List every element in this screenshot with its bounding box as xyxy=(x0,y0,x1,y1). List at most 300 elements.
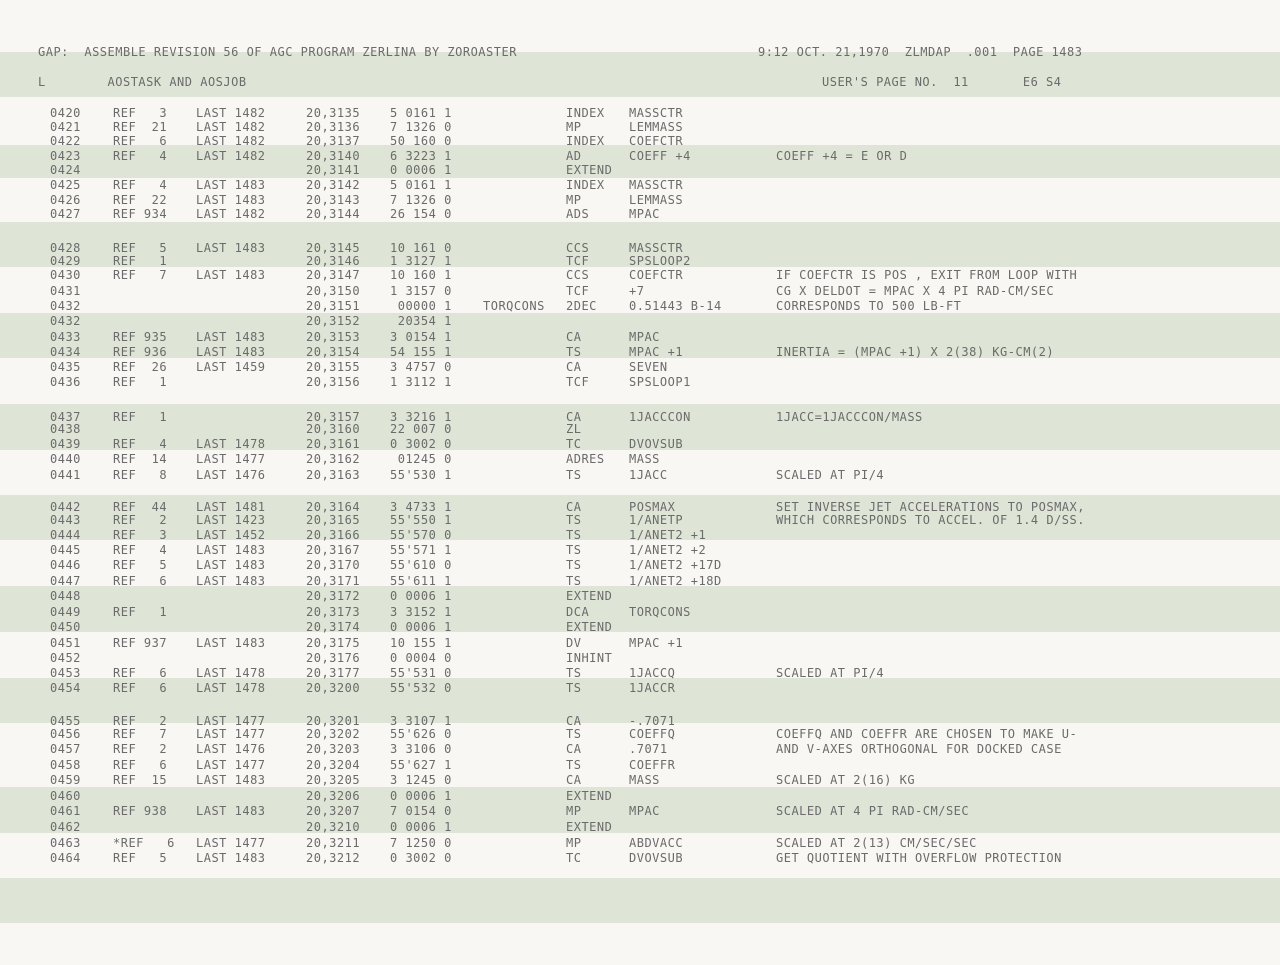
line-number: 0452 xyxy=(50,651,81,665)
line-number: 0459 xyxy=(50,773,81,787)
comment: COEFF +4 = E OR D xyxy=(776,149,908,163)
listing-row xyxy=(0,836,1280,851)
address: 20,3144 xyxy=(306,207,361,221)
listing-row xyxy=(0,437,1280,452)
ref-count: REF 1 xyxy=(113,605,168,619)
listing-row xyxy=(0,375,1280,390)
line-number: 0431 xyxy=(50,284,81,298)
ref-count: REF 15 xyxy=(113,773,168,787)
operand: COEFFR xyxy=(629,758,676,772)
address: 20,3156 xyxy=(306,375,361,389)
octal-word: 55'571 1 xyxy=(390,543,452,557)
octal-word: 7 1250 0 xyxy=(390,836,452,850)
listing-row xyxy=(0,773,1280,788)
octal-word: 3 3106 0 xyxy=(390,742,452,756)
octal-word: 3 3216 1 xyxy=(390,410,452,424)
comment: SCALED AT PI/4 xyxy=(776,666,885,680)
opcode: AD xyxy=(566,149,582,163)
listing-row xyxy=(0,178,1280,193)
opcode: MP xyxy=(566,193,582,207)
line-number: 0434 xyxy=(50,345,81,359)
last-ref: LAST 1483 xyxy=(196,574,266,588)
address: 20,3155 xyxy=(306,360,361,374)
opcode: DCA xyxy=(566,605,590,619)
listing-row xyxy=(0,681,1280,696)
line-number: 0444 xyxy=(50,528,81,542)
listing-row xyxy=(0,345,1280,360)
octal-word: 26 154 0 xyxy=(390,207,452,221)
ref-count: REF 14 xyxy=(113,452,168,466)
octal-word: 7 0154 0 xyxy=(390,804,452,818)
listing-row xyxy=(0,468,1280,483)
operand: 1/ANET2 +18D xyxy=(629,574,722,588)
opcode: CA xyxy=(566,500,582,514)
comment: SET INVERSE JET ACCELERATIONS TO POSMAX, xyxy=(776,500,1085,514)
octal-word: 00000 1 xyxy=(390,299,452,313)
address: 20,3147 xyxy=(306,268,361,282)
opcode: INDEX xyxy=(566,106,605,120)
octal-word: 0 0006 1 xyxy=(390,589,452,603)
ref-count: REF 6 xyxy=(113,758,168,772)
line-number: 0453 xyxy=(50,666,81,680)
operand: ABDVACC xyxy=(629,836,684,850)
octal-word: 0 0006 1 xyxy=(390,620,452,634)
listing-row xyxy=(0,528,1280,543)
opcode: CCS xyxy=(566,268,590,282)
address: 20,3207 xyxy=(306,804,361,818)
listing-row xyxy=(0,636,1280,651)
line-number: 0461 xyxy=(50,804,81,818)
octal-word: 55'570 0 xyxy=(390,528,452,542)
opcode: TS xyxy=(566,468,582,482)
octal-word: 22 007 0 xyxy=(390,422,452,436)
operand: 1JACC xyxy=(629,468,668,482)
octal-word: 1 3157 0 xyxy=(390,284,452,298)
operand: DVOVSUB xyxy=(629,851,684,865)
listing-row xyxy=(0,207,1280,222)
operand: MPAC xyxy=(629,804,660,818)
ref-count: REF 4 xyxy=(113,178,168,192)
address: 20,3146 xyxy=(306,254,361,268)
octal-word: 0 0004 0 xyxy=(390,651,452,665)
last-ref: LAST 1477 xyxy=(196,758,266,772)
address: 20,3205 xyxy=(306,773,361,787)
opcode: TS xyxy=(566,513,582,527)
listing-row xyxy=(0,330,1280,345)
octal-word: 3 3152 1 xyxy=(390,605,452,619)
ref-count: REF 934 xyxy=(113,207,168,221)
address: 20,3153 xyxy=(306,330,361,344)
last-ref: LAST 1483 xyxy=(196,193,266,207)
line-number: 0445 xyxy=(50,543,81,557)
line-number: 0449 xyxy=(50,605,81,619)
opcode: MP xyxy=(566,804,582,818)
operand: COEFCTR xyxy=(629,268,684,282)
opcode: ADS xyxy=(566,207,590,221)
line-number: 0424 xyxy=(50,163,81,177)
operand: 1/ANETP xyxy=(629,513,684,527)
opcode: CA xyxy=(566,714,582,728)
comment: IF COEFCTR IS POS , EXIT FROM LOOP WITH xyxy=(776,268,1078,282)
ref-count: REF 937 xyxy=(113,636,168,650)
ref-count: REF 2 xyxy=(113,742,168,756)
opcode: CA xyxy=(566,360,582,374)
listing-row xyxy=(0,254,1280,269)
octal-word: 5 0161 1 xyxy=(390,106,452,120)
octal-word: 55'611 1 xyxy=(390,574,452,588)
octal-word: 5 0161 1 xyxy=(390,178,452,192)
last-ref: LAST 1483 xyxy=(196,241,266,255)
listing-row xyxy=(0,558,1280,573)
line-number: 0433 xyxy=(50,330,81,344)
octal-word: 1 3127 1 xyxy=(390,254,452,268)
ref-count: REF 1 xyxy=(113,254,168,268)
address: 20,3200 xyxy=(306,681,361,695)
operand: MPAC +1 xyxy=(629,345,684,359)
operand: COEFFQ xyxy=(629,727,676,741)
ref-count: REF 6 xyxy=(113,134,168,148)
operand: -.7071 xyxy=(629,714,676,728)
octal-word: 10 155 1 xyxy=(390,636,452,650)
address: 20,3210 xyxy=(306,820,361,834)
operand: COEFF +4 xyxy=(629,149,691,163)
line-number: 0454 xyxy=(50,681,81,695)
last-ref: LAST 1482 xyxy=(196,120,266,134)
opcode: CA xyxy=(566,742,582,756)
line-number: 0462 xyxy=(50,820,81,834)
address: 20,3135 xyxy=(306,106,361,120)
octal-word: 55'530 1 xyxy=(390,468,452,482)
operand: MPAC +1 xyxy=(629,636,684,650)
octal-word: 55'626 0 xyxy=(390,727,452,741)
ref-count: REF 1 xyxy=(113,375,168,389)
address: 20,3201 xyxy=(306,714,361,728)
octal-word: 0 0006 1 xyxy=(390,820,452,834)
page-header-left: GAP: ASSEMBLE REVISION 56 OF AGC PROGRAM ZERLINA BY ZOROASTER xyxy=(38,45,517,59)
line-number: 0428 xyxy=(50,241,81,255)
listing-row xyxy=(0,193,1280,208)
opcode: CA xyxy=(566,330,582,344)
listing-row xyxy=(0,820,1280,835)
operand: MASS xyxy=(629,452,660,466)
ref-count: REF 936 xyxy=(113,345,168,359)
listing-row xyxy=(0,268,1280,283)
line-number: 0447 xyxy=(50,574,81,588)
listing-row xyxy=(0,149,1280,164)
address: 20,3145 xyxy=(306,241,361,255)
last-ref: LAST 1478 xyxy=(196,437,266,451)
address: 20,3151 xyxy=(306,299,361,313)
listing-row xyxy=(0,422,1280,437)
address: 20,3174 xyxy=(306,620,361,634)
comment: SCALED AT 4 PI RAD-CM/SEC xyxy=(776,804,970,818)
ref-count: REF 7 xyxy=(113,727,168,741)
page-header-right: 9:12 OCT. 21,1970 ZLMDAP .001 PAGE 1483 xyxy=(758,45,1083,59)
line-number: 0430 xyxy=(50,268,81,282)
opcode: EXTEND xyxy=(566,163,613,177)
opcode: CA xyxy=(566,773,582,787)
last-ref: LAST 1483 xyxy=(196,773,266,787)
listing-row xyxy=(0,360,1280,375)
last-ref: LAST 1483 xyxy=(196,178,266,192)
line-number: 0457 xyxy=(50,742,81,756)
operand: .7071 xyxy=(629,742,668,756)
listing-row xyxy=(0,574,1280,589)
label: TORQCONS xyxy=(483,299,545,313)
line-number: 0442 xyxy=(50,500,81,514)
last-ref: LAST 1482 xyxy=(196,134,266,148)
ref-count: REF 7 xyxy=(113,268,168,282)
octal-word: 7 1326 0 xyxy=(390,193,452,207)
listing-row xyxy=(0,758,1280,773)
address: 20,3172 xyxy=(306,589,361,603)
line-number: 0455 xyxy=(50,714,81,728)
address: 20,3206 xyxy=(306,789,361,803)
octal-word: 10 161 0 xyxy=(390,241,452,255)
operand: 1/ANET2 +17D xyxy=(629,558,722,572)
line-number: 0458 xyxy=(50,758,81,772)
line-number: 0443 xyxy=(50,513,81,527)
listing-row xyxy=(0,314,1280,329)
operand: MPAC xyxy=(629,207,660,221)
last-ref: LAST 1483 xyxy=(196,636,266,650)
ref-count: REF 26 xyxy=(113,360,168,374)
listing-row xyxy=(0,589,1280,604)
last-ref: LAST 1482 xyxy=(196,207,266,221)
ref-count: REF 6 xyxy=(113,681,168,695)
line-number: 0450 xyxy=(50,620,81,634)
ref-count: REF 3 xyxy=(113,528,168,542)
last-ref: LAST 1482 xyxy=(196,106,266,120)
ref-count: REF 5 xyxy=(113,558,168,572)
ref-count: REF 5 xyxy=(113,241,168,255)
listing-row xyxy=(0,620,1280,635)
listing-row xyxy=(0,513,1280,528)
address: 20,3142 xyxy=(306,178,361,192)
address: 20,3164 xyxy=(306,500,361,514)
line-number: 0422 xyxy=(50,134,81,148)
listing-row xyxy=(0,666,1280,681)
octal-word: 0 0006 1 xyxy=(390,789,452,803)
ref-count: REF 44 xyxy=(113,500,168,514)
opcode: CA xyxy=(566,410,582,424)
address: 20,3154 xyxy=(306,345,361,359)
listing-row xyxy=(0,804,1280,819)
address: 20,3161 xyxy=(306,437,361,451)
line-number: 0446 xyxy=(50,558,81,572)
ref-count: *REF 6 xyxy=(113,836,175,850)
ref-count: REF 6 xyxy=(113,666,168,680)
octal-word: 20354 1 xyxy=(390,314,452,328)
operand: LEMMASS xyxy=(629,120,684,134)
comment: SCALED AT PI/4 xyxy=(776,468,885,482)
last-ref: LAST 1477 xyxy=(196,452,266,466)
octal-word: 55'532 0 xyxy=(390,681,452,695)
listing-row xyxy=(0,851,1280,866)
line-number: 0456 xyxy=(50,727,81,741)
opcode: TC xyxy=(566,851,582,865)
opcode: INDEX xyxy=(566,134,605,148)
last-ref: LAST 1477 xyxy=(196,714,266,728)
opcode: CCS xyxy=(566,241,590,255)
line-number: 0435 xyxy=(50,360,81,374)
ref-count: REF 21 xyxy=(113,120,168,134)
comment: AND V-AXES ORTHOGONAL FOR DOCKED CASE xyxy=(776,742,1062,756)
comment: INERTIA = (MPAC +1) X 2(38) KG-CM(2) xyxy=(776,345,1055,359)
line-number: 0463 xyxy=(50,836,81,850)
line-number: 0427 xyxy=(50,207,81,221)
last-ref: LAST 1483 xyxy=(196,804,266,818)
listing-row xyxy=(0,727,1280,742)
section-header-left: L AOSTASK AND AOSJOB xyxy=(38,75,247,89)
opcode: TCF xyxy=(566,284,590,298)
opcode: EXTEND xyxy=(566,789,613,803)
opcode: TS xyxy=(566,666,582,680)
operand: 0.51443 B-14 xyxy=(629,299,722,313)
octal-word: 10 160 1 xyxy=(390,268,452,282)
address: 20,3175 xyxy=(306,636,361,650)
address: 20,3202 xyxy=(306,727,361,741)
ref-count: REF 22 xyxy=(113,193,168,207)
address: 20,3141 xyxy=(306,163,361,177)
comment: SCALED AT 2(16) KG xyxy=(776,773,916,787)
address: 20,3140 xyxy=(306,149,361,163)
last-ref: LAST 1423 xyxy=(196,513,266,527)
octal-word: 55'627 1 xyxy=(390,758,452,772)
ref-count: REF 6 xyxy=(113,574,168,588)
paper-band xyxy=(0,878,1280,923)
operand: MASSCTR xyxy=(629,106,684,120)
operand: +7 xyxy=(629,284,645,298)
address: 20,3157 xyxy=(306,410,361,424)
line-number: 0438 xyxy=(50,422,81,436)
address: 20,3170 xyxy=(306,558,361,572)
line-number: 0451 xyxy=(50,636,81,650)
opcode: TCF xyxy=(566,375,590,389)
line-number: 0429 xyxy=(50,254,81,268)
last-ref: LAST 1483 xyxy=(196,851,266,865)
octal-word: 0 3002 0 xyxy=(390,851,452,865)
address: 20,3171 xyxy=(306,574,361,588)
ref-count: REF 2 xyxy=(113,714,168,728)
listing-row xyxy=(0,605,1280,620)
operand: MASSCTR xyxy=(629,178,684,192)
ref-count: REF 3 xyxy=(113,106,168,120)
line-number: 0436 xyxy=(50,375,81,389)
operand: 1JACCCON xyxy=(629,410,691,424)
listing-row xyxy=(0,543,1280,558)
ref-count: REF 1 xyxy=(113,410,168,424)
operand: MASSCTR xyxy=(629,241,684,255)
operand: 1JACCR xyxy=(629,681,676,695)
operand: SPSLOOP2 xyxy=(629,254,691,268)
ref-count: REF 4 xyxy=(113,543,168,557)
opcode: TC xyxy=(566,437,582,451)
operand: POSMAX xyxy=(629,500,676,514)
octal-word: 0 0006 1 xyxy=(390,163,452,177)
line-number: 0421 xyxy=(50,120,81,134)
operand: SPSLOOP1 xyxy=(629,375,691,389)
operand: MASS xyxy=(629,773,660,787)
ref-count: REF 5 xyxy=(113,851,168,865)
address: 20,3160 xyxy=(306,422,361,436)
address: 20,3203 xyxy=(306,742,361,756)
opcode: DV xyxy=(566,636,582,650)
operand: 1/ANET2 +2 xyxy=(629,543,707,557)
line-number: 0432 xyxy=(50,299,81,313)
address: 20,3150 xyxy=(306,284,361,298)
address: 20,3167 xyxy=(306,543,361,557)
last-ref: LAST 1452 xyxy=(196,528,266,542)
last-ref: LAST 1478 xyxy=(196,681,266,695)
octal-word: 01245 0 xyxy=(390,452,452,466)
operand: TORQCONS xyxy=(629,605,691,619)
operand: 1JACCQ xyxy=(629,666,676,680)
octal-word: 7 1326 0 xyxy=(390,120,452,134)
ref-count: REF 2 xyxy=(113,513,168,527)
comment: GET QUOTIENT WITH OVERFLOW PROTECTION xyxy=(776,851,1062,865)
ref-count: REF 4 xyxy=(113,437,168,451)
address: 20,3136 xyxy=(306,120,361,134)
opcode: TS xyxy=(566,543,582,557)
address: 20,3173 xyxy=(306,605,361,619)
octal-word: 54 155 1 xyxy=(390,345,452,359)
octal-word: 55'531 0 xyxy=(390,666,452,680)
last-ref: LAST 1483 xyxy=(196,558,266,572)
last-ref: LAST 1481 xyxy=(196,500,266,514)
line-number: 0432 xyxy=(50,314,81,328)
line-number: 0464 xyxy=(50,851,81,865)
octal-word: 3 4757 0 xyxy=(390,360,452,374)
opcode: EXTEND xyxy=(566,589,613,603)
last-ref: LAST 1483 xyxy=(196,543,266,557)
opcode: TCF xyxy=(566,254,590,268)
opcode: MP xyxy=(566,120,582,134)
line-number: 0425 xyxy=(50,178,81,192)
opcode: ADRES xyxy=(566,452,605,466)
last-ref: LAST 1477 xyxy=(196,836,266,850)
opcode: TS xyxy=(566,558,582,572)
operand: SEVEN xyxy=(629,360,668,374)
octal-word: 55'610 0 xyxy=(390,558,452,572)
ref-count: REF 8 xyxy=(113,468,168,482)
comment: CG X DELDOT = MPAC X 4 PI RAD-CM/SEC xyxy=(776,284,1055,298)
address: 20,3211 xyxy=(306,836,361,850)
operand: MPAC xyxy=(629,330,660,344)
octal-word: 3 0154 1 xyxy=(390,330,452,344)
line-number: 0441 xyxy=(50,468,81,482)
listing-row xyxy=(0,106,1280,121)
comment: COEFFQ AND COEFFR ARE CHOSEN TO MAKE U- xyxy=(776,727,1078,741)
ref-count: REF 4 xyxy=(113,149,168,163)
line-number: 0448 xyxy=(50,589,81,603)
opcode: EXTEND xyxy=(566,620,613,634)
last-ref: LAST 1459 xyxy=(196,360,266,374)
octal-word: 1 3112 1 xyxy=(390,375,452,389)
comment: SCALED AT 2(13) CM/SEC/SEC xyxy=(776,836,977,850)
listing-row xyxy=(0,789,1280,804)
address: 20,3212 xyxy=(306,851,361,865)
opcode: TS xyxy=(566,758,582,772)
last-ref: LAST 1477 xyxy=(196,727,266,741)
address: 20,3152 xyxy=(306,314,361,328)
octal-word: 6 3223 1 xyxy=(390,149,452,163)
address: 20,3165 xyxy=(306,513,361,527)
ref-count: REF 935 xyxy=(113,330,168,344)
opcode: EXTEND xyxy=(566,820,613,834)
line-number: 0460 xyxy=(50,789,81,803)
opcode: TS xyxy=(566,574,582,588)
